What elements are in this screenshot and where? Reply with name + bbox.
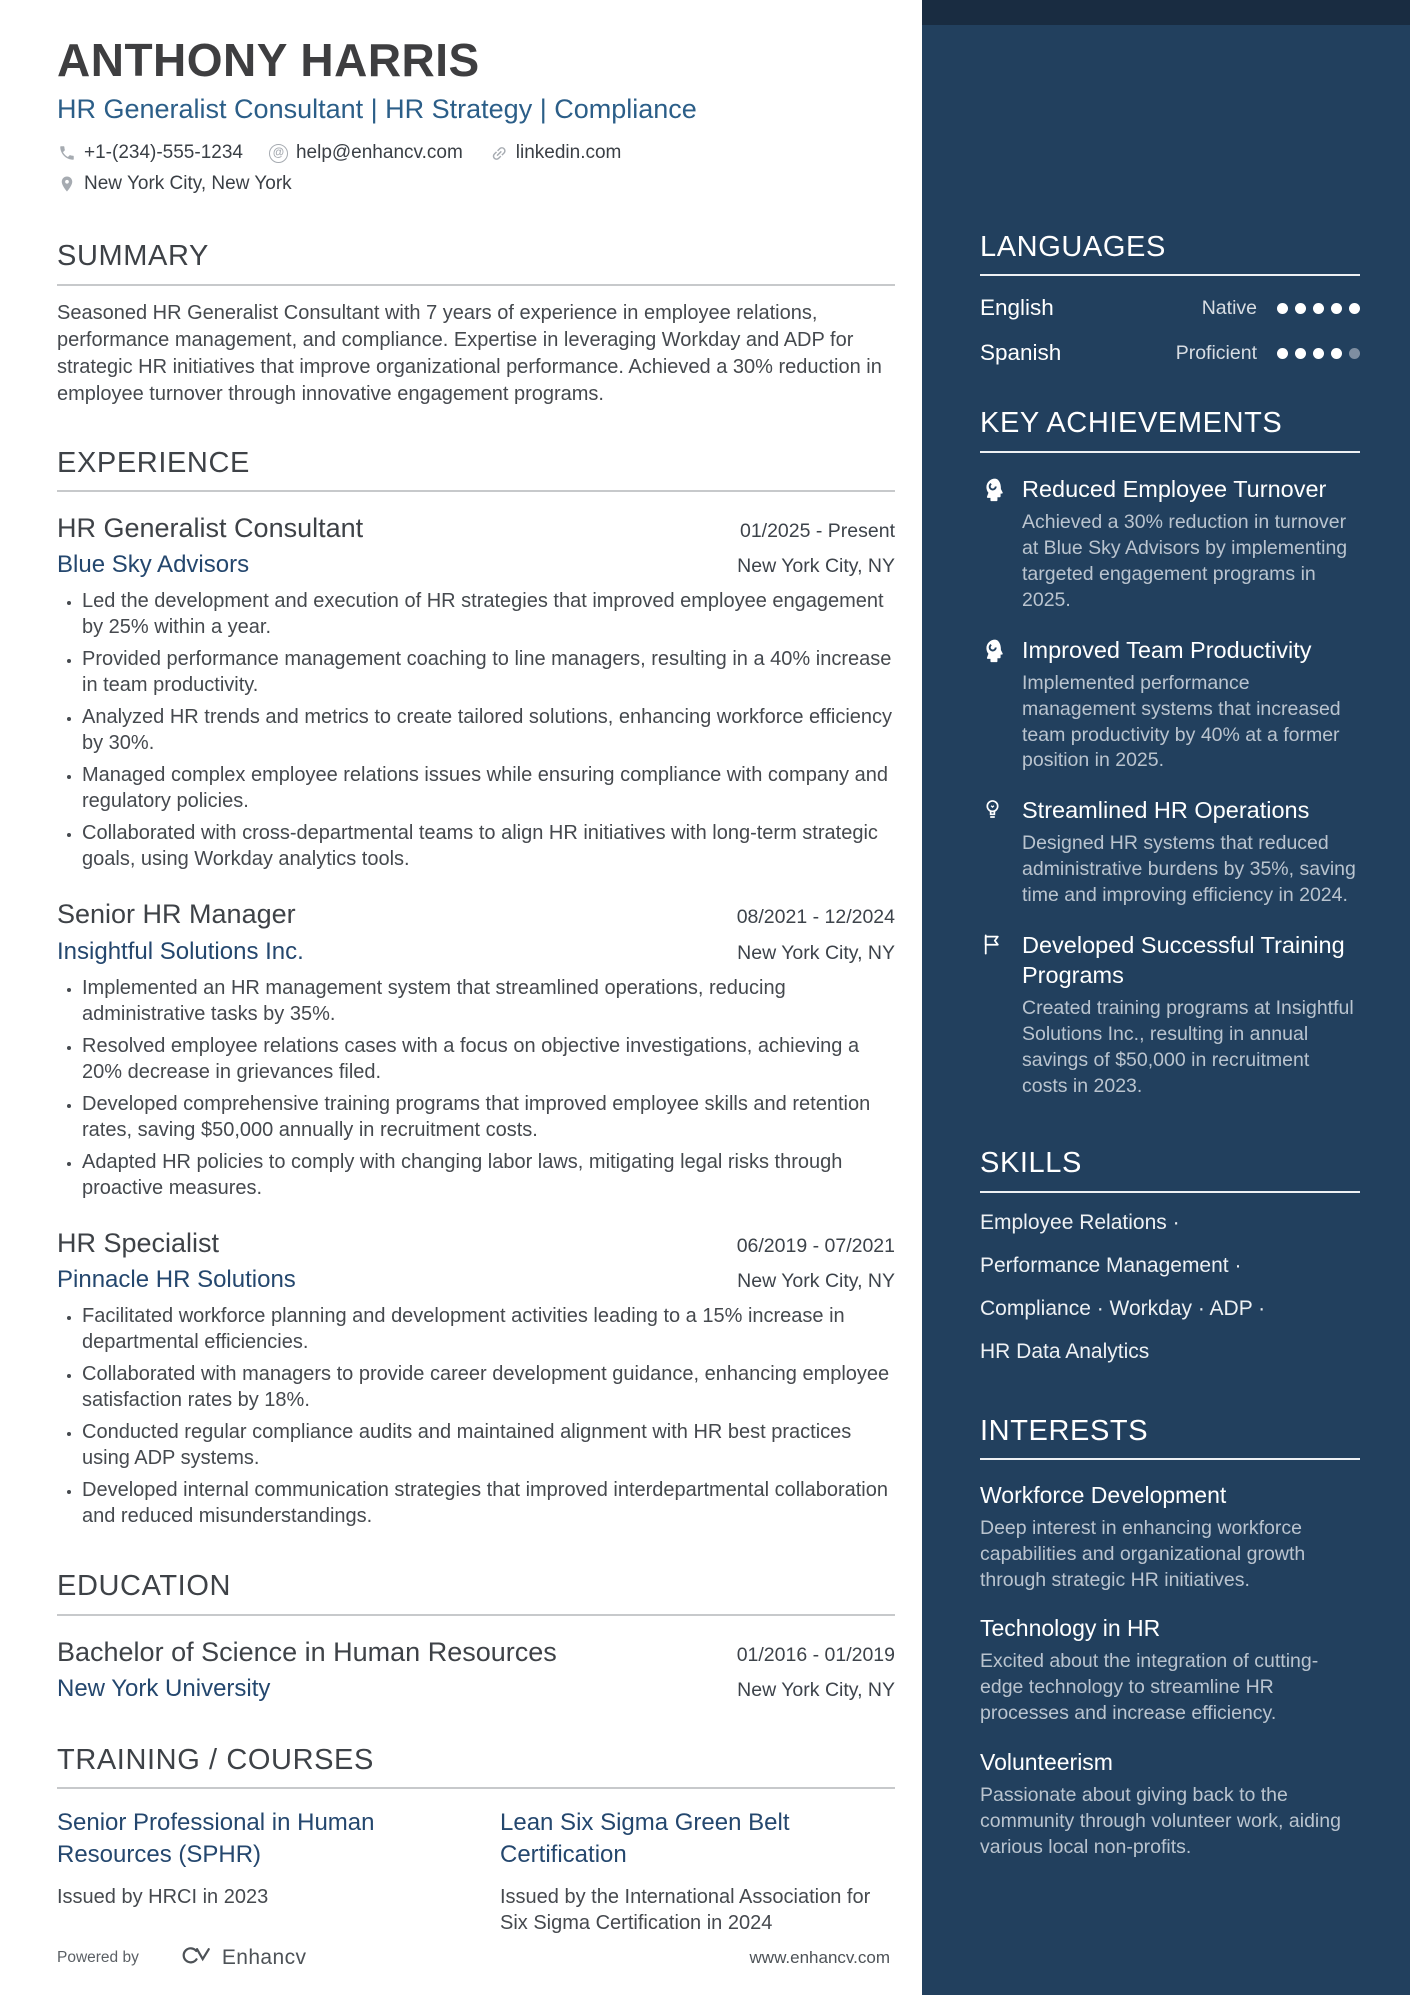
- interests-heading: INTERESTS: [980, 1414, 1149, 1447]
- course-issuer: Issued by HRCI in 2023: [57, 1885, 269, 1908]
- mind-icon: [980, 474, 1008, 614]
- achievement-title: Streamlined HR Operations: [1022, 797, 1310, 824]
- job-dates: 01/2025 - Present: [739, 519, 895, 542]
- job-entry: [57, 512, 895, 872]
- section-divider: [57, 490, 895, 492]
- job-dates: 06/2019 - 07/2021: [736, 1234, 895, 1257]
- phone-contact[interactable]: [57, 142, 243, 164]
- bullet-item: • Led the development and execution of HR strategies that improved employee engagement by 25% within a year.: [82, 588, 894, 640]
- achievement-desc: Created training programs at Insightful Solutions Inc., resulting in annual savings of $50,000 in recruitment costs in 2023.: [1022, 997, 1354, 1098]
- phone-text: +1-(234)-555-1234: [84, 142, 243, 164]
- achievements-section: [980, 408, 1360, 1100]
- link-contact[interactable]: [489, 142, 622, 164]
- job-bullets: [57, 588, 894, 872]
- email-icon: @: [269, 144, 288, 163]
- course-entry: [57, 1807, 452, 1935]
- job-dates: 08/2021 - 12/2024: [736, 906, 895, 929]
- education-heading: EDUCATION: [57, 1570, 232, 1603]
- proficiency-dot: [1331, 348, 1342, 359]
- job-location: New York City, NY: [737, 941, 895, 964]
- proficiency-dot: [1277, 303, 1288, 314]
- bullet-item: • Resolved employee relations cases with a focus on objective investigations, achieving a 20% decrease in grievances filed.: [82, 1033, 894, 1085]
- powered-by-label: Powered by: [57, 1948, 139, 1966]
- location-icon: [57, 175, 76, 194]
- school-name: New York University: [57, 1674, 271, 1702]
- bullet-item: • Implemented an HR management system that streamlined operations, reducing administrative tasks by 35%.: [82, 975, 894, 1027]
- bullet-item: • Provided performance management coaching to line managers, resulting in a 40% increase in team productivity.: [82, 646, 894, 698]
- achievement-body: [1022, 795, 1360, 909]
- mind-icon: [980, 635, 1008, 775]
- enhancv-brand: [179, 1942, 307, 1973]
- location-text: New York City, New York: [84, 173, 292, 195]
- interest-item: [980, 1481, 1360, 1594]
- skill-line: Performance Management ·: [980, 1253, 1242, 1277]
- achievement-title: Reduced Employee Turnover: [1022, 475, 1327, 502]
- lightbulb-icon: [980, 795, 1008, 909]
- achievement-body: [1022, 635, 1360, 775]
- skills-section: [980, 1148, 1360, 1365]
- section-divider: [980, 1191, 1360, 1193]
- interest-item: [980, 1748, 1360, 1861]
- education-dates: 01/2016 - 01/2019: [736, 1643, 895, 1666]
- education-entry: [57, 1636, 895, 1703]
- proficiency-dot: [1295, 303, 1306, 314]
- language-row: [980, 295, 1360, 321]
- achievement-title: Developed Successful Training Programs: [1022, 932, 1345, 989]
- interest-title: Workforce Development: [980, 1481, 1227, 1508]
- section-divider: [57, 1787, 895, 1789]
- language-level: Proficient: [1175, 341, 1257, 364]
- interests-section: [980, 1416, 1360, 1861]
- section-divider: [57, 284, 895, 286]
- achievement-body: [1022, 474, 1360, 614]
- proficiency-dot: [1295, 348, 1306, 359]
- bullet-item: • Facilitated workforce planning and development activities leading to a 15% increase in departmental efficiencies.: [82, 1303, 894, 1355]
- footer-url[interactable]: www.enhancv.com: [749, 1947, 890, 1967]
- achievement-item: [980, 474, 1360, 614]
- education-location: New York City, NY: [737, 1678, 895, 1701]
- email-contact[interactable]: [269, 142, 463, 164]
- course-title: Senior Professional in Human Resources (SPHR): [57, 1809, 375, 1868]
- location-contact: [57, 173, 292, 195]
- bullet-item: • Managed complex employee relations issues while ensuring compliance with company and regulatory policies.: [82, 762, 894, 814]
- proficiency-dot: [1277, 348, 1288, 359]
- proficiency-dot: [1349, 348, 1360, 359]
- sidebar: [922, 0, 1410, 1995]
- enhancv-brand-name: Enhancv: [221, 1945, 307, 1969]
- skills-heading: SKILLS: [980, 1147, 1082, 1180]
- job-title: HR Specialist: [57, 1227, 220, 1258]
- link-icon: [485, 140, 512, 167]
- job-company: Blue Sky Advisors: [57, 551, 250, 579]
- experience-heading: EXPERIENCE: [57, 446, 250, 479]
- enhancv-logo-icon: [179, 1942, 213, 1973]
- bullet-item: • Adapted HR policies to comply with changing labor laws, mitigating legal risks through proactive measures.: [82, 1149, 894, 1201]
- bullet-item: • Collaborated with cross-departmental teams to align HR initiatives with long-term strategic goals, using Workday analytics tools.: [82, 820, 894, 872]
- job-entry: [57, 1227, 895, 1529]
- proficiency-dot: [1331, 303, 1342, 314]
- job-location: New York City, NY: [737, 1270, 895, 1293]
- bullet-item: • Collaborated with managers to provide career development guidance, enhancing employee satisfaction rates by 18%.: [82, 1361, 894, 1413]
- summary-text: Seasoned HR Generalist Consultant with 7 years of experience in employee relations, performance management, and compliance. Expertise in leveraging Workday and ADP for strategic HR initiatives that improve organizational performance. Achieved a 30% reduction in employee turnover through innovative engagement programs.: [57, 301, 882, 405]
- achievements-heading: KEY ACHIEVEMENTS: [980, 407, 1283, 440]
- link-text: linkedin.com: [515, 142, 622, 164]
- job-title: HR Generalist Consultant: [57, 512, 364, 543]
- person-name: ANTHONY HARRIS: [57, 34, 480, 86]
- training-section: [57, 1745, 895, 1936]
- bullet-item: • Analyzed HR trends and metrics to create tailored solutions, enhancing workforce efficiency by 30%.: [82, 704, 894, 756]
- summary-section: [57, 241, 895, 407]
- achievement-desc: Implemented performance management systems that increased team productivity by 40% at a former position in 2025.: [1022, 671, 1341, 772]
- language-level: Native: [1201, 296, 1257, 319]
- interest-item: [980, 1614, 1360, 1727]
- job-bullets: [57, 975, 894, 1201]
- resume-header: [57, 36, 895, 195]
- section-divider: [980, 451, 1360, 453]
- experience-section: [57, 448, 895, 1530]
- training-heading: TRAINING / COURSES: [57, 1743, 374, 1776]
- skill-line: Employee Relations ·: [980, 1210, 1180, 1234]
- email-text: help@enhancv.com: [295, 142, 463, 164]
- language-proficiency-dots: [1277, 303, 1360, 314]
- achievement-item: [980, 930, 1360, 1100]
- proficiency-dot: [1349, 303, 1360, 314]
- course-issuer: Issued by the International Association for Six Sigma Certification in 2024: [500, 1885, 871, 1934]
- languages-heading: LANGUAGES: [980, 231, 1166, 263]
- language-row: [980, 340, 1360, 366]
- degree-title: Bachelor of Science in Human Resources: [57, 1636, 557, 1667]
- proficiency-dot: [1313, 348, 1324, 359]
- interest-title: Volunteerism: [980, 1749, 1113, 1775]
- interest-desc: Deep interest in enhancing workforce capabilities and organizational growth through strategic HR initiatives.: [980, 1516, 1306, 1591]
- footer: [57, 1942, 890, 1973]
- achievement-title: Improved Team Productivity: [1022, 636, 1312, 663]
- interest-desc: Passionate about giving back to the community through volunteer work, aiding various local non-profits.: [980, 1783, 1341, 1858]
- job-company: Pinnacle HR Solutions: [57, 1266, 296, 1294]
- contact-row: [57, 142, 895, 164]
- sidebar-top-band: [922, 0, 1410, 25]
- skill-line: Compliance · Workday · ADP ·: [980, 1297, 1266, 1321]
- job-location: New York City, NY: [737, 555, 895, 578]
- job-entry: [57, 898, 895, 1200]
- language-name: English: [980, 295, 1054, 321]
- achievement-body: [1022, 930, 1360, 1100]
- bullet-item: • Conducted regular compliance audits and maintained alignment with HR best practices using ADP systems.: [82, 1419, 894, 1471]
- section-divider: [980, 274, 1360, 276]
- job-title: Senior HR Manager: [57, 899, 296, 930]
- location-row: [57, 173, 895, 195]
- achievement-item: [980, 635, 1360, 775]
- languages-section: [980, 232, 1360, 366]
- course-entry: [500, 1807, 895, 1935]
- bullet-item: • Developed internal communication strategies that improved interdepartmental collaboration and reduced misunderstandings.: [82, 1477, 894, 1529]
- bullet-item: • Developed comprehensive training programs that improved employee skills and retention rates, saving $50,000 annually in recruitment costs.: [82, 1091, 894, 1143]
- headline: HR Generalist Consultant | HR Strategy | Compliance: [57, 93, 697, 124]
- job-company: Insightful Solutions Inc.: [57, 937, 304, 965]
- language-name: Spanish: [980, 340, 1062, 366]
- proficiency-dot: [1313, 303, 1324, 314]
- section-divider: [980, 1458, 1360, 1460]
- course-title: Lean Six Sigma Green Belt Certification: [500, 1809, 790, 1868]
- summary-heading: SUMMARY: [57, 240, 209, 273]
- interest-desc: Excited about the integration of cutting-edge technology to streamline HR processes and increase efficiency.: [980, 1650, 1319, 1725]
- job-bullets: [57, 1303, 894, 1529]
- achievement-item: [980, 795, 1360, 909]
- achievement-desc: Achieved a 30% reduction in turnover at Blue Sky Advisors by implementing targeted engagement programs in 2025.: [1022, 510, 1348, 611]
- phone-icon: [57, 144, 76, 163]
- interest-title: Technology in HR: [980, 1615, 1161, 1642]
- skill-line: HR Data Analytics: [980, 1340, 1150, 1364]
- course-list: [57, 1807, 895, 1935]
- section-divider: [57, 1614, 895, 1616]
- achievement-desc: Designed HR systems that reduced administrative burdens by 35%, saving time and improving efficiency in 2024.: [1022, 832, 1356, 907]
- education-section: [57, 1571, 895, 1703]
- flag-icon: [980, 930, 1008, 1100]
- language-proficiency-dots: [1277, 348, 1360, 359]
